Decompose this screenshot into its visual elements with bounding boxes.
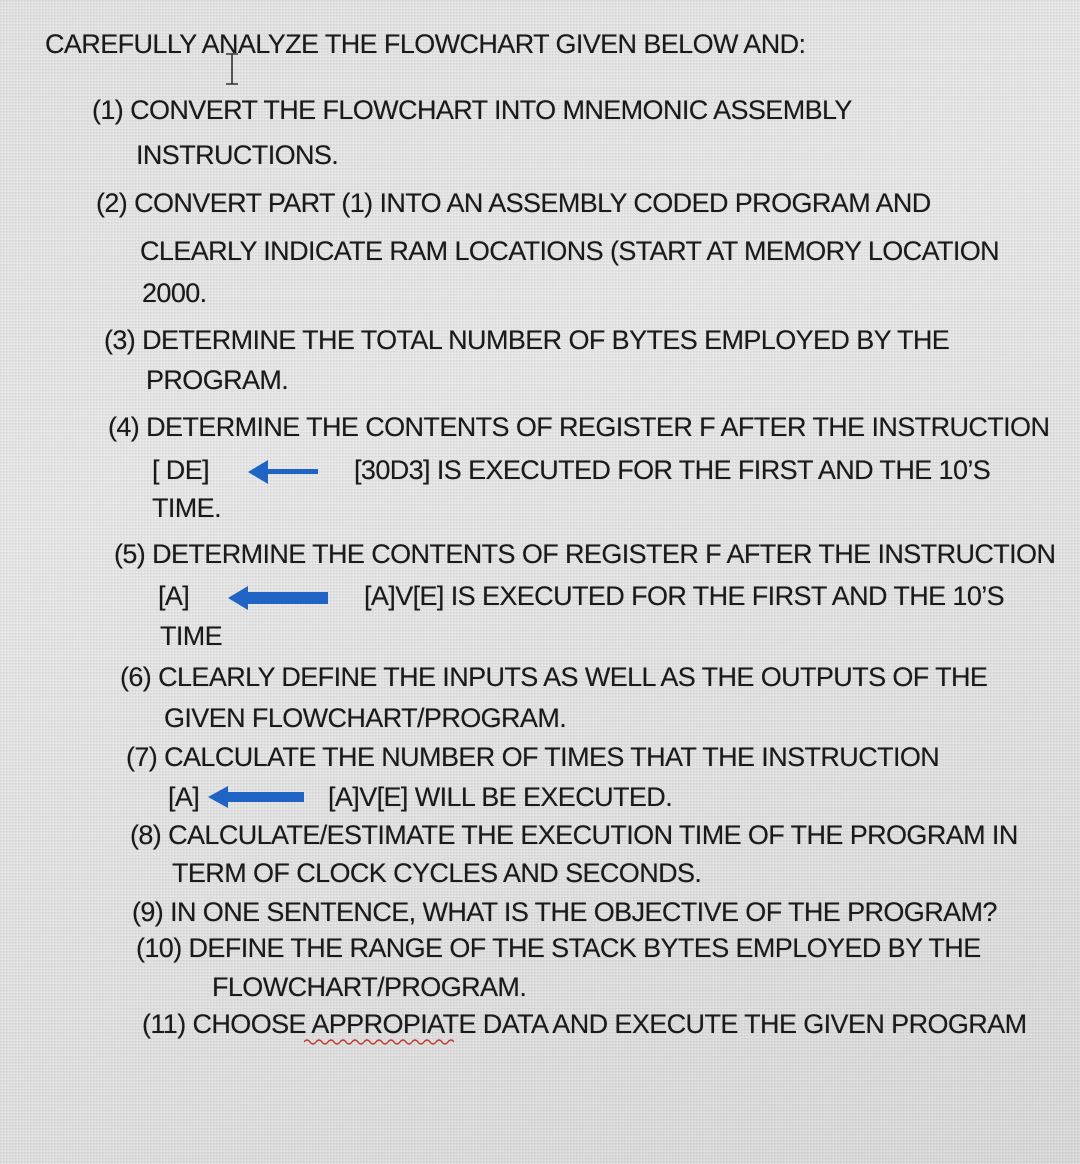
question-4-dest: [ DE] — [152, 455, 210, 485]
question-4-line-2-rest: [30D3] IS EXECUTED FOR THE FIRST AND THE 10’S — [354, 455, 991, 485]
question-10-line-2: FLOWCHART/PROGRAM. — [212, 972, 527, 1002]
question-11-line-1: (11) CHOOSE APPROPIATE DATA AND EXECUTE THE GIVEN PROGRAM — [142, 1009, 1027, 1039]
left-arrow-icon — [206, 784, 306, 810]
question-5-line-2-rest: [A]V[E] IS EXECUTED FOR THE FIRST AND THE 10’S — [364, 581, 1005, 611]
question-9-line-1: (9) IN ONE SENTENCE, WHAT IS THE OBJECTIVE OF THE PROGRAM? — [132, 897, 997, 927]
question-3-line-1: (3) DETERMINE THE TOTAL NUMBER OF BYTES EMPLOYED BY THE — [104, 325, 950, 355]
question-2-line-3: 2000. — [142, 278, 207, 308]
question-4-line-1: (4) DETERMINE THE CONTENTS OF REGISTER F AFTER THE INSTRUCTION — [108, 412, 1050, 442]
page-title: CAREFULLY ANALYZE THE FLOWCHART GIVEN BELOW AND: — [45, 29, 806, 59]
question-7-dest: [A] — [168, 782, 200, 812]
question-6-line-2: GIVEN FLOWCHART/PROGRAM. — [164, 703, 567, 733]
question-1-line-1: (1) CONVERT THE FLOWCHART INTO MNEMONIC ASSEMBLY — [92, 95, 852, 125]
question-5-line-3: TIME — [160, 621, 223, 651]
text-cursor-icon — [224, 52, 240, 86]
spellcheck-underline — [304, 1038, 454, 1046]
question-10-line-1: (10) DEFINE THE RANGE OF THE STACK BYTES EMPLOYED BY THE — [136, 933, 981, 963]
question-3-line-2: PROGRAM. — [146, 365, 289, 395]
question-8-line-1: (8) CALCULATE/ESTIMATE THE EXECUTION TIME OF THE PROGRAM IN — [130, 820, 1018, 850]
question-4-line-3: TIME. — [152, 493, 221, 523]
question-7-line-1: (7) CALCULATE THE NUMBER OF TIMES THAT THE INSTRUCTION — [126, 742, 940, 772]
question-5-dest: [A] — [158, 581, 190, 611]
question-1-line-2: INSTRUCTIONS. — [136, 140, 339, 170]
left-arrow-icon — [226, 584, 330, 612]
question-2-line-2: CLEARLY INDICATE RAM LOCATIONS (START AT MEMORY LOCATION — [140, 236, 1000, 266]
question-2-line-1: (2) CONVERT PART (1) INTO AN ASSEMBLY CODED PROGRAM AND — [96, 188, 931, 218]
question-6-line-1: (6) CLEARLY DEFINE THE INPUTS AS WELL AS THE OUTPUTS OF THE — [120, 662, 988, 692]
question-7-line-2-rest: [A]V[E] WILL BE EXECUTED. — [328, 782, 673, 812]
question-8-line-2: TERM OF CLOCK CYCLES AND SECONDS. — [172, 858, 702, 888]
left-arrow-icon — [246, 458, 320, 486]
question-5-line-1: (5) DETERMINE THE CONTENTS OF REGISTER F AFTER THE INSTRUCTION — [114, 539, 1056, 569]
